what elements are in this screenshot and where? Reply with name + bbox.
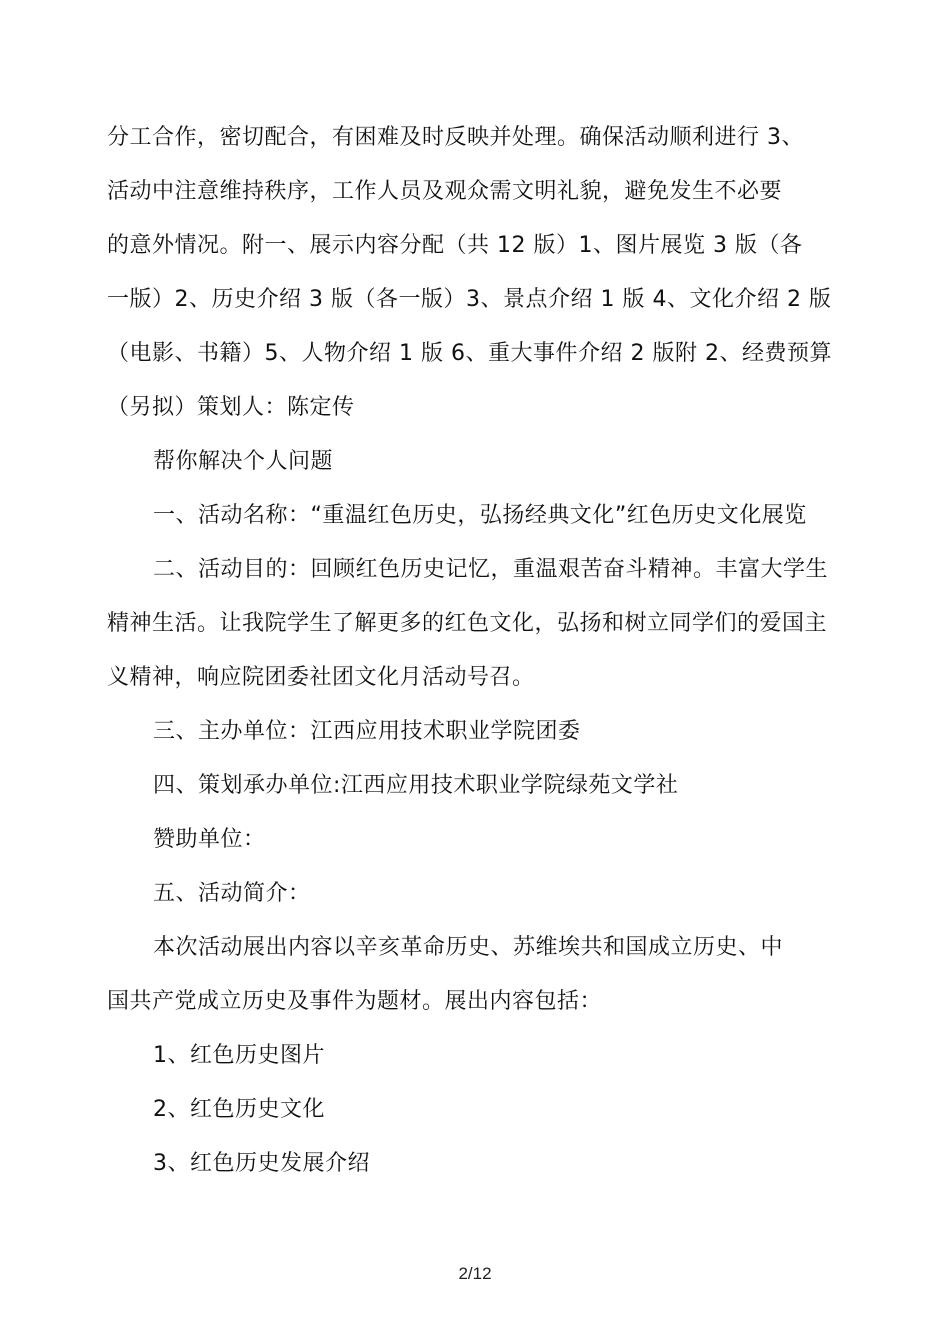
activity-name-line: 一、活动名称：“重温红色历史，弘扬经典文化”红色历史文化展览: [153, 503, 807, 528]
list-item: 3、红色历史发展介绍: [153, 1151, 370, 1176]
activity-intro-heading: 五、活动简介：: [153, 881, 311, 906]
text-line: 一版）2、历史介绍 3 版（各一版）3、景点介绍 1 版 4、文化介绍 2 版: [107, 287, 832, 312]
text-line: 的意外情况。附一、展示内容分配（共 12 版）1、图片展览 3 版（各: [107, 233, 803, 258]
organizer-line: 三、主办单位：江西应用技术职业学院团委: [153, 719, 581, 744]
co-organizer-line: 四、策划承办单位:江西应用技术职业学院绿苑文学社: [153, 773, 679, 798]
list-item: 2、红色历史文化: [153, 1097, 325, 1122]
text-line: 帮你解决个人问题: [153, 449, 334, 474]
text-line: 义精神，响应院团委社团文化月活动号召。: [107, 665, 535, 690]
text-line: （另拟）策划人：陈定传: [107, 395, 355, 420]
sponsor-line: 赞助单位：: [153, 827, 266, 852]
text-line: （电影、书籍）5、人物介绍 1 版 6、重大事件介绍 2 版附 2、经费预算: [107, 341, 832, 366]
text-line: 精神生活。让我院学生了解更多的红色文化，弘扬和树立同学们的爱国主: [107, 611, 828, 636]
text-line: 国共产党成立历史及事件为题材。展出内容包括：: [107, 989, 603, 1014]
list-item: 1、红色历史图片: [153, 1043, 325, 1068]
activity-purpose-line: 二、活动目的：回顾红色历史记忆，重温艰苦奋斗精神。丰富大学生: [153, 557, 829, 582]
text-line: 本次活动展出内容以辛亥革命历史、苏维埃共和国成立历史、中: [153, 935, 784, 960]
page-number: 2/12: [458, 1264, 492, 1283]
text-line: 活动中注意维持秩序，工作人员及观众需文明礼貌，避免发生不必要: [107, 179, 783, 204]
text-line: 分工合作，密切配合，有困难及时反映并处理。确保活动顺利进行 3、: [107, 125, 804, 150]
